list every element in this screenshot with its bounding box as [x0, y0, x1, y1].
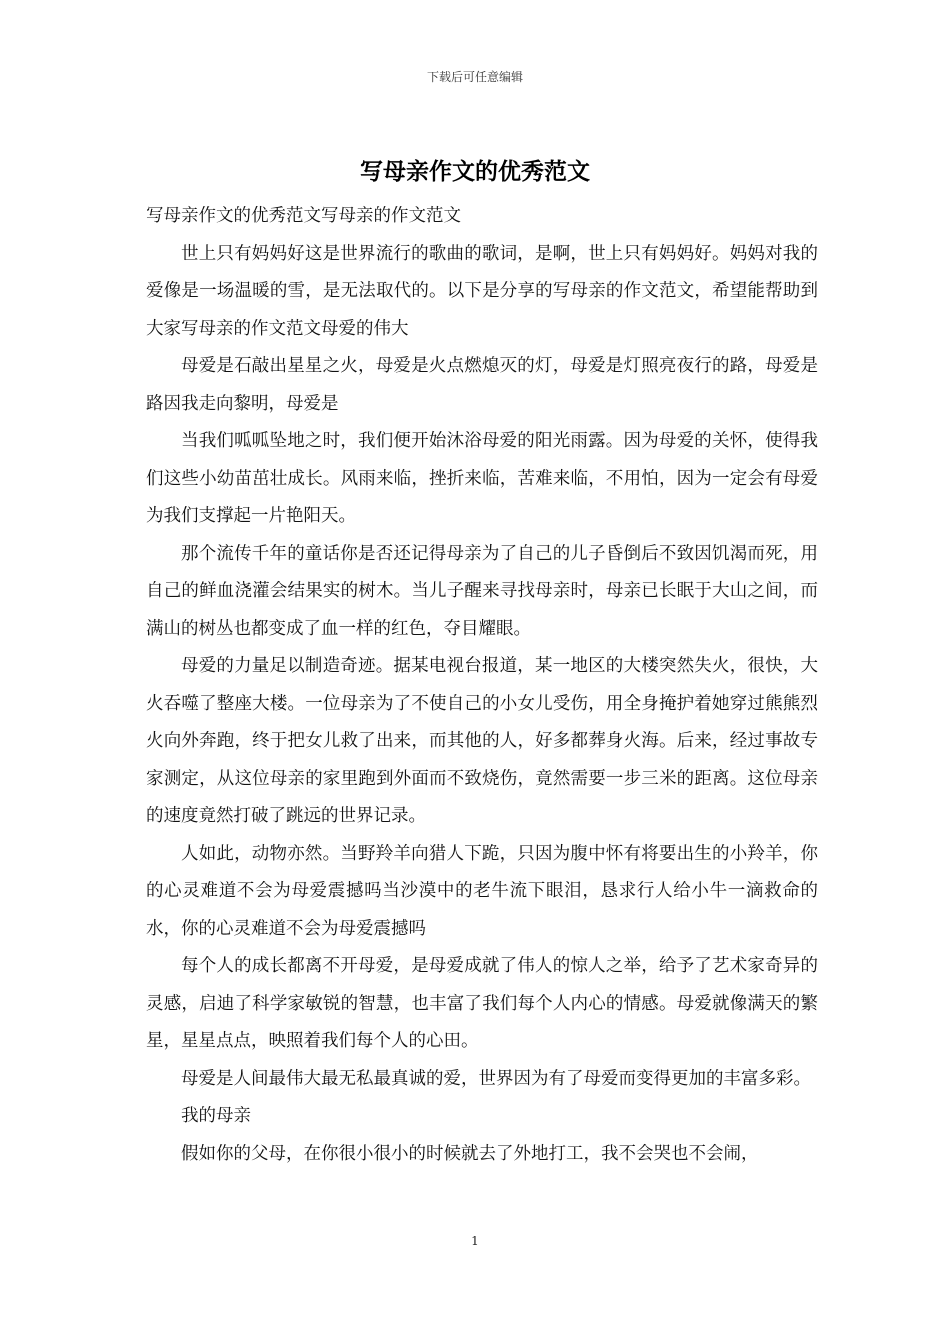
document-body [146, 198, 818, 1173]
body-paragraph: 假如你的父母，在你很小很小的时候就去了外地打工，我不会哭也不会闹， [181, 1143, 759, 1164]
document-title: 写母亲作文的优秀范文 [360, 158, 590, 185]
section-heading: 我的母亲 [181, 1106, 251, 1126]
body-paragraph: 母爱是人间最伟大最无私最真诚的爱，世界因为有了母爱而变得更加的丰富多彩。 [181, 1068, 811, 1089]
body-paragraph: 母爱的力量足以制造奇迹。据某电视台报道，某一地区的大楼突然失火，很快，大火吞噬了整座大楼。一位母亲为了不使自己的小女儿受伤，用全身掩护着她穿过熊熊烈火向外奔跑，终于把女儿救了出来，而其他的人，好多都葬身火海。后来，经过事故专家测定，从这位母亲的家里跑到外面而不致烧伤，竟然需要一步三米的距离。这位母亲的速度竟然打破了跳远的世界记录。 [146, 656, 818, 826]
body-paragraph: 那个流传千年的童话你是否还记得母亲为了自己的儿子昏倒后不致因饥渴而死，用自己的鲜血浇灌会结果实的树木。当儿子醒来寻找母亲时，母亲已长眠于大山之间，而满山的树丛也都变成了血一样的红色，夺目耀眼。 [146, 543, 818, 639]
page-header-note: 下载后可任意编辑 [426, 70, 523, 84]
page-number: 1 [471, 1234, 479, 1248]
subtitle-paragraph: 写母亲作文的优秀范文写母亲的作文范文 [146, 206, 461, 226]
body-paragraph: 母爱是石敲出星星之火，母爱是火点燃熄灭的灯，母爱是灯照亮夜行的路，母爱是路因我走向黎明，母爱是 [146, 356, 818, 414]
body-paragraph: 人如此，动物亦然。当野羚羊向猎人下跪，只因为腹中怀有将要出生的小羚羊，你的心灵难道不会为母爱震撼吗当沙漠中的老牛流下眼泪，恳求行人给小牛一滴救命的水，你的心灵难道不会为母爱震撼吗 [146, 843, 818, 939]
body-paragraph: 当我们呱呱坠地之时，我们便开始沐浴母爱的阳光雨露。因为母爱的关怀，使得我们这些小幼苗茁壮成长。风雨来临，挫折来临，苦难来临，不用怕，因为一定会有母爱为我们支撑起一片艳阳天。 [146, 431, 818, 526]
body-paragraph: 每个人的成长都离不开母爱，是母爱成就了伟人的惊人之举，给予了艺术家奇异的灵感，启迪了科学家敏锐的智慧，也丰富了我们每个人内心的情感。母爱就像满天的繁星，星星点点，映照着我们每个人的心田。 [146, 956, 818, 1051]
body-paragraph: 世上只有妈妈好这是世界流行的歌曲的歌词，是啊，世上只有妈妈好。妈妈对我的爱像是一场温暖的雪，是无法取代的。以下是分享的写母亲的作文范文，希望能帮助到大家写母亲的作文范文母爱的伟大 [146, 243, 818, 339]
